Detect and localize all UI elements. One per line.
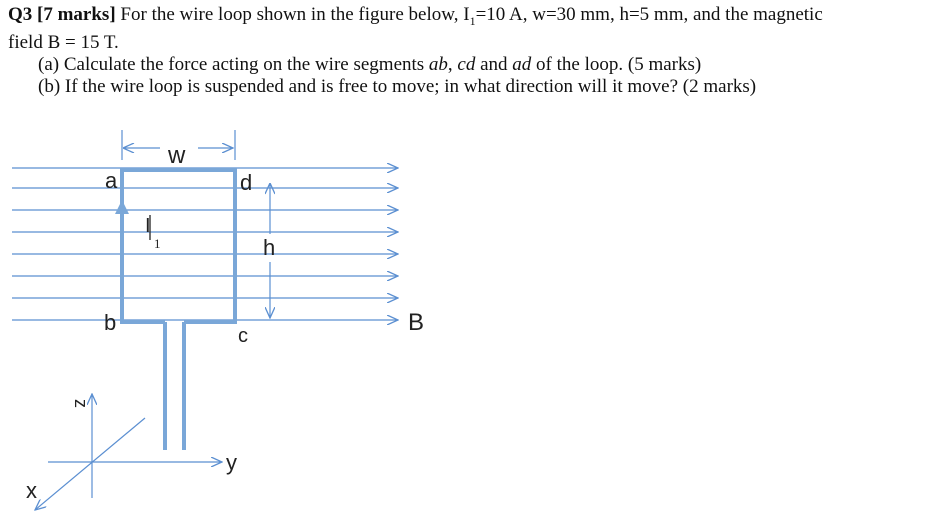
intro-text-rest: =10 A, w=30 mm, h=5 mm, and the magnetic: [475, 4, 823, 25]
field-lines: [12, 168, 398, 320]
part-a-sep: ,: [447, 53, 458, 75]
label-b: b: [104, 310, 117, 335]
coordinate-axes: [35, 394, 222, 510]
label-I-sub: 1: [154, 236, 161, 251]
part-a-and: and: [475, 53, 513, 75]
wire-loop: [122, 170, 235, 450]
label-d: d: [240, 170, 253, 195]
intro-text-line2: field B = 15 T.: [8, 31, 119, 53]
part-a-ad: ad: [512, 53, 532, 75]
label-z: z: [71, 399, 91, 408]
question-number: Q3: [8, 4, 33, 25]
part-a-suffix: of the loop. (5 marks): [531, 53, 702, 75]
label-a: a: [105, 168, 118, 193]
label-I: I: [145, 215, 151, 237]
intro-subscript: 1: [469, 13, 476, 28]
x-axis: [35, 418, 145, 510]
label-w: w: [168, 142, 186, 169]
label-c: c: [238, 325, 248, 347]
label-x: x: [26, 478, 37, 503]
question-marks: [7 marks]: [37, 4, 116, 25]
part-a-prefix: (a) Calculate the force acting on the wire segments: [38, 53, 429, 75]
part-a-cd: cd: [457, 53, 476, 75]
label-B: B: [408, 309, 425, 336]
label-y: y: [226, 450, 237, 475]
part-b: (b) If the wire loop is suspended and is free to move; in what direction will it move? (2 marks): [38, 75, 757, 97]
wire-loop-path: [122, 170, 235, 322]
part-a-ab: ab: [428, 53, 448, 75]
label-h: h: [263, 235, 276, 260]
current-arrow: [115, 200, 129, 214]
intro-text: For the wire loop shown in the figure below, I: [120, 4, 470, 25]
